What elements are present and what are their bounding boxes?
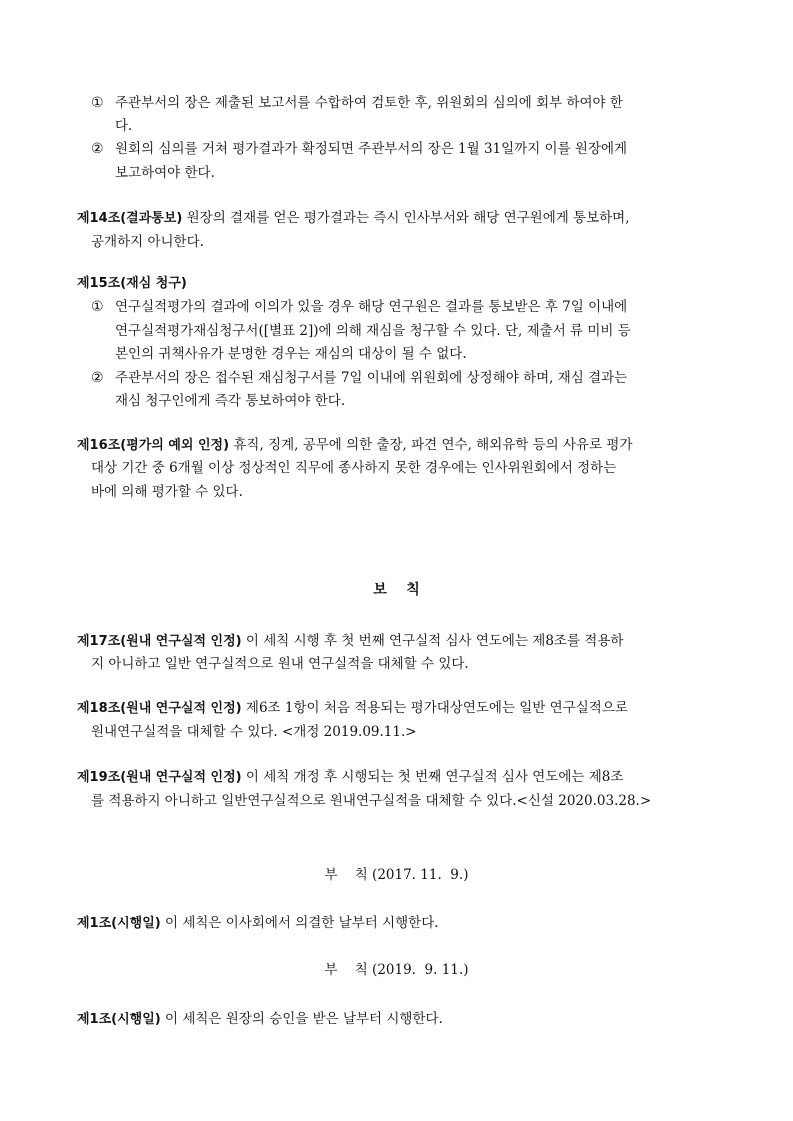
- article-heading: 제15조(재심 청구): [77, 276, 187, 291]
- item-marker: ①: [91, 299, 104, 315]
- article-text: 제6조 1항이 처음 적용되는 평가대상연도에는 일반 연구실적으로: [245, 700, 628, 716]
- item-text-line: 주관부서의 장은 접수된 재심청구서를 7일 이내에 위원회에 상정해야 하며, 재심 결과는: [115, 370, 628, 386]
- article-heading: 제1조(시행일): [77, 1012, 161, 1027]
- article-heading: 제18조(원내 연구실적 인정): [77, 701, 242, 716]
- article-text: 이 세칙은 이사회에서 의결한 날부터 시행한다.: [165, 915, 439, 931]
- item-text-line: 재심 청구인에게 즉각 통보하여야 한다.: [115, 393, 346, 409]
- item-text-line: 다.: [115, 118, 133, 134]
- item-marker: ②: [91, 370, 104, 386]
- article-text-line: 원내연구실적을 대체할 수 있다. <개정 2019.09.11.>: [91, 724, 417, 740]
- article-text: 원장의 결재를 얻은 평가결과는 즉시 인사부서와 해당 연구원에게 통보하며,: [186, 210, 630, 226]
- article-heading: 제14조(결과통보): [77, 211, 183, 226]
- item-marker: ②: [91, 141, 104, 157]
- article-text: 이 세칙은 원장의 승인을 받은 날부터 시행한다.: [165, 1011, 443, 1027]
- article-text-line: 바에 의해 평가할 수 있다.: [91, 484, 243, 500]
- article-text-line: 대상 기간 중 6개월 이상 정상적인 직무에 종사하지 못한 경우에는 인사위원회에서 정하는: [91, 460, 617, 476]
- article-heading: 제17조(원내 연구실적 인정): [77, 634, 242, 649]
- item-text-line: 원회의 심의를 거쳐 평가결과가 확정되면 주관부서의 장은 1월 31일까지 이를 원장에게: [115, 141, 628, 157]
- article-text: 이 세칙 개정 후 시행되는 첫 번째 연구실적 심사 연도에는 제8조: [245, 769, 624, 785]
- item-marker: ①: [91, 95, 104, 111]
- item-text-line: 본인의 귀책사유가 분명한 경우는 재심의 대상이 될 수 없다.: [115, 346, 467, 362]
- section-title: 보 칙: [373, 582, 420, 598]
- item-text-line: 연구실적평가의 결과에 이의가 있을 경우 해당 연구원은 결과를 통보받은 후 7일 이내에: [115, 299, 628, 315]
- article-text: 이 세칙 시행 후 첫 번째 연구실적 심사 연도에는 제8조를 적용하: [245, 633, 624, 649]
- item-text-line: 연구실적평가재심청구서([별표 2])에 의해 재심을 청구할 수 있다. 단, 제출서 류 미비 등: [115, 323, 631, 339]
- article-text-line: 지 아니하고 일반 연구실적으로 원내 연구실적을 대체할 수 있다.: [91, 656, 469, 672]
- article-text: 휴직, 징계, 공무에 의한 출장, 파견 연수, 해외유학 등의 사유로 평가: [233, 437, 633, 453]
- article-heading: 제19조(원내 연구실적 인정): [77, 770, 242, 785]
- article-text-line: 공개하지 아니한다.: [91, 234, 204, 250]
- article-heading: 제16조(평가의 예외 인정): [77, 438, 230, 453]
- addendum-title: 부 칙 (2017. 11. 9.): [324, 867, 469, 883]
- article-heading: 제1조(시행일): [77, 916, 161, 931]
- article-text-line: 를 적용하지 아니하고 일반연구실적으로 원내연구실적을 대체할 수 있다.<신설 2020.03.28.>: [91, 793, 652, 809]
- addendum-title: 부 칙 (2019. 9. 11.): [324, 962, 469, 978]
- item-text-line: 보고하여야 한다.: [115, 165, 215, 181]
- item-text-line: 주관부서의 장은 제출된 보고서를 수합하여 검토한 후, 위원회의 심의에 회부 하여야 한: [115, 95, 623, 111]
